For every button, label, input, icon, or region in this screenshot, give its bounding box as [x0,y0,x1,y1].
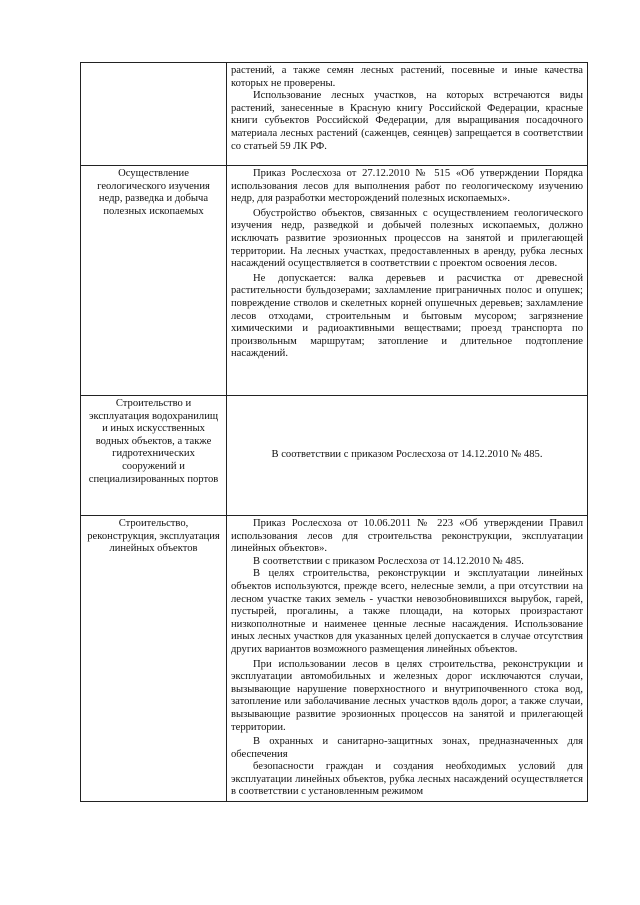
activity-cell: Строительство и эксплуатация водохранилищ и иных искусственных водных объектов, а также гидротехнических сооружений и специализированных портов [81,396,227,516]
paragraph: При использовании лесов в целях строительства, реконструкции и эксплуатации автомобильных и железных дорог исключаются случаи, вызывающие нарушение поверхностного и внутрипочвенного стока вод, затопление или заболачивание лесных участков вдоль дорог, а также случаи, вызывающие развитие эрозионных процессов на занятой и прилегающей территории. [231,658,583,733]
paragraph: В целях строительства, реконструкции и эксплуатации линейных объектов используются, прежде всего, нелесные земли, а при отсутствии на лесном участке таких земель - участки невозобновившихся вырубок, гарей, пустырей, прогалины, а также площади, на которых произрастают низкополнотные и наименее ценные лесные насаждения. Использование иных лесных участков для указанных целей допускается в случае отсутствия других вариантов возможного размещения линейных объектов. [231,568,583,655]
paragraph: В соответствии с приказом Рослесхоза от 14.12.2010 № 485. [271,449,543,461]
paragraph: Обустройство объектов, связанных с осуществлением геологического изучения недр, разведкой и добычей полезных ископаемых, должно исключать развитие эрозионных процессов на занятой и прилегающей территории. На лесных участках, предоставленных в аренду, рубка лесных насаждений осуществляется в соответствии с проектом освоения лесов. [231,207,583,270]
requirements-cell [227,166,588,396]
paragraph: Приказ Рослесхоза от 27.12.2010 № 515 «Об утверждении Порядка использования лесов для выполнения работ по геологическому изучению недр, для разработки месторождений полезных ископаемых». [231,168,583,205]
paragraph: Не допускается: валка деревьев и расчистка от древесной растительности бульдозерами; захламление приграничных полос и опушек; повреждение стволов и скелетных корней опушечных деревьев; захламление лесов отходами, строительным и бытовым мусором; загрязнение химическими и радиоактивными веществами; проезд транспорта по произвольным маршрутам; затопление и длительное подтопление насаждений. [231,272,583,360]
table-row [81,516,588,802]
table-row [81,63,588,166]
paragraph: В соответствии с приказом Рослесхоза от 14.12.2010 № 485. [253,555,524,567]
forest-use-table [80,62,588,802]
activity-cell [81,63,227,166]
activity-cell: Строительство, реконструкция, эксплуатация линейных объектов [81,516,227,802]
requirements-cell [227,396,588,516]
paragraph: Приказ Рослесхоза от 10.06.2011 № 223 «Об утверждении Правил использования лесов для строительства реконструкции, эксплуатации линейных объектов». [231,518,583,555]
requirements-cell [227,516,588,802]
table-row [81,396,588,516]
paragraph: В охранных и санитарно-защитных зонах, предназначенных для обеспечения [231,736,583,760]
requirements-cell [227,63,588,166]
paragraph: Использование лесных участков, на которых встречаются виды растений, занесенные в Красную книгу Российской Федерации, красные книги субъектов Российской Федерации, для выращивания посадочного материала лесных растений (саженцев, сеянцев) запрещается в соответствии со статьей 59 ЛК РФ. [231,90,583,152]
activity-cell: Осуществление геологического изучения недр, разведка и добыча полезных ископаемых [81,166,227,396]
paragraph: растений, а также семян лесных растений, посевные и иные качества которых не проверены. [231,65,583,89]
table-row [81,166,588,396]
paragraph: безопасности граждан и создания необходимых условий для эксплуатации линейных объектов, рубка лесных насаждений осуществляется в соответствии с установленным режимом [231,761,583,798]
